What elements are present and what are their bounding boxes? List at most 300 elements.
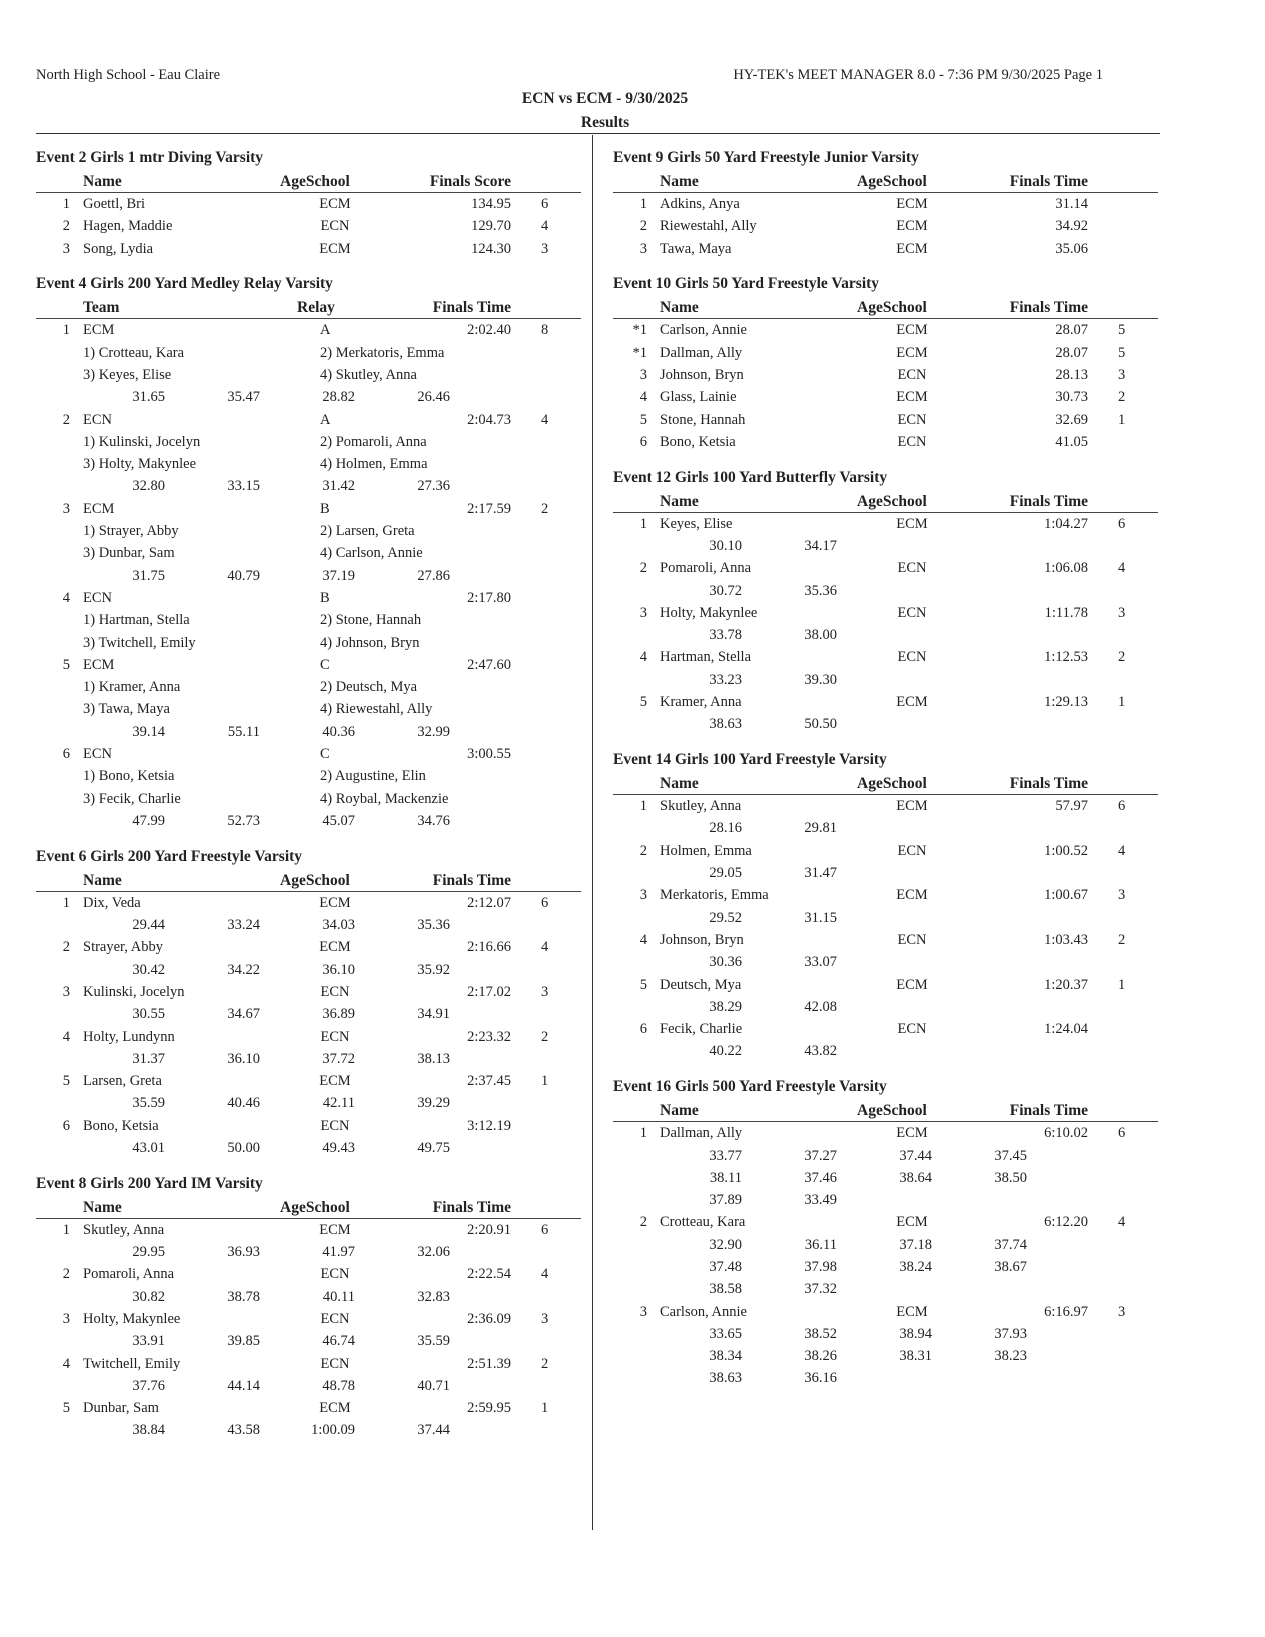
split-time: 38.24 [899, 1258, 932, 1275]
header-finals: Finals Time [1009, 173, 1088, 190]
split-time: 42.08 [804, 998, 837, 1015]
finals-time: 1:12.53 [1044, 649, 1088, 666]
points: 2 [541, 1355, 549, 1372]
swimmer-name: Hartman, Stella [660, 649, 752, 666]
place: 3 [62, 983, 70, 1000]
split-time: 39.85 [227, 1333, 260, 1350]
points: 2 [1118, 389, 1126, 406]
split-time: 29.52 [709, 909, 742, 926]
relay-swimmer: 2) Larsen, Greta [320, 523, 415, 540]
split-time: 38.23 [994, 1348, 1027, 1365]
relay-letter: A [320, 322, 331, 339]
points: 3 [541, 1310, 549, 1327]
event-title: Event 14 Girls 100 Yard Freestyle Varsity [613, 751, 887, 769]
finals-time: 2:17.80 [467, 589, 511, 606]
finals-time: 1:03.43 [1044, 931, 1088, 948]
split-time: 34.03 [322, 917, 355, 934]
school: ECM [896, 887, 928, 904]
swimmer-name: Twitchell, Emily [83, 1355, 181, 1372]
relay-letter: C [320, 746, 330, 763]
split-row [36, 1241, 581, 1263]
result-row [613, 431, 1158, 453]
header-finals: Finals Time [432, 299, 511, 317]
school: ECN [897, 411, 927, 428]
relay-result-row [36, 587, 581, 609]
relay-swimmer: 1) Strayer, Abby [83, 523, 179, 540]
split-time: 52.73 [227, 812, 260, 829]
relay-swimmers-row [36, 453, 581, 475]
place: 2 [62, 411, 70, 428]
finals-time: 28.13 [1055, 366, 1088, 383]
split-time: 30.42 [132, 961, 165, 978]
split-time: 34.91 [417, 1006, 450, 1023]
split-time: 38.13 [417, 1050, 450, 1067]
event-title: Event 10 Girls 50 Yard Freestyle Varsity [613, 275, 880, 293]
split-row [36, 1048, 581, 1070]
split-time: 31.75 [132, 567, 165, 584]
swimmer-name: Goettl, Bri [83, 196, 146, 212]
column-header-row [613, 490, 1158, 513]
split-time: 49.75 [417, 1139, 450, 1156]
school: ECN [320, 1355, 350, 1372]
header-rule [36, 133, 1160, 134]
swimmer-name: Carlson, Annie [660, 322, 747, 339]
column-header-row [36, 1196, 581, 1219]
event-section [36, 272, 581, 832]
event-title: Event 16 Girls 500 Yard Freestyle Varsity [613, 1078, 887, 1096]
finals-time: 2:16.66 [467, 939, 511, 956]
split-time: 40.79 [227, 567, 260, 584]
swimmer-name: Johnson, Bryn [660, 931, 744, 948]
split-time: 38.94 [899, 1325, 932, 1342]
finals-time: 2:17.02 [467, 983, 511, 1000]
school: ECM [319, 240, 351, 257]
split-time: 36.16 [804, 1370, 837, 1387]
swimmer-name: Dix, Veda [83, 894, 141, 911]
finals-time: 2:20.91 [467, 1221, 511, 1238]
school: ECM [896, 976, 928, 993]
split-time: 31.47 [804, 865, 837, 882]
relay-swimmer: 1) Kulinski, Jocelyn [83, 433, 201, 450]
result-row [36, 892, 581, 914]
split-time: 38.63 [709, 1370, 742, 1387]
school: ECN [897, 560, 927, 577]
school: ECM [896, 1214, 928, 1231]
split-time: 37.19 [322, 567, 355, 584]
swimmer-name: Fecik, Charlie [660, 1021, 743, 1038]
split-time: 33.24 [227, 917, 260, 934]
swimmer-name: Skutley, Anna [660, 798, 742, 815]
meet-title: ECN vs ECM - 9/30/2025 [521, 90, 689, 107]
split-time: 33.23 [709, 671, 742, 688]
place: 5 [639, 694, 647, 711]
finals-time: 2:37.45 [467, 1073, 511, 1090]
split-time: 38.29 [709, 998, 742, 1015]
split-time: 35.36 [417, 917, 450, 934]
team-name: ECM [83, 322, 115, 339]
header-school: AgeSchool [857, 775, 927, 793]
points: 4 [1118, 1214, 1126, 1231]
school: ECM [896, 218, 928, 235]
relay-swimmer: 4) Carlson, Annie [320, 545, 423, 562]
relay-swimmers-row [36, 765, 581, 787]
place: 4 [639, 389, 647, 406]
relay-letter: B [320, 589, 330, 606]
finals-time: 35.06 [1055, 240, 1088, 257]
place: 1 [62, 196, 70, 212]
relay-swimmer: 2) Pomaroli, Anna [320, 433, 427, 450]
relay-swimmers-row [36, 676, 581, 698]
split-time: 36.10 [322, 961, 355, 978]
split-time: 38.50 [994, 1169, 1027, 1186]
header-name: Name [660, 173, 699, 190]
relay-swimmer: 1) Kramer, Anna [83, 679, 181, 696]
points: 1 [1118, 694, 1126, 711]
column-header-row [36, 170, 581, 193]
header-school: AgeSchool [280, 173, 350, 190]
place: 3 [62, 500, 70, 517]
split-time: 41.97 [322, 1244, 355, 1261]
relay-letter: C [320, 656, 330, 673]
split-time: 37.74 [994, 1236, 1027, 1253]
split-time: 40.46 [227, 1095, 260, 1112]
place: 5 [62, 1400, 70, 1417]
relay-result-row [36, 409, 581, 431]
school: ECM [896, 798, 928, 815]
result-row [613, 238, 1158, 260]
split-row [613, 817, 1158, 839]
swimmer-name: Song, Lydia [83, 240, 154, 257]
split-time: 37.72 [322, 1050, 355, 1067]
place: 3 [639, 240, 647, 257]
split-time: 45.07 [322, 812, 355, 829]
team-name: ECM [83, 500, 115, 517]
place: 5 [639, 411, 647, 428]
split-time: 30.10 [709, 537, 742, 554]
place: 1 [62, 322, 70, 339]
relay-swimmer: 3) Twitchell, Emily [83, 634, 196, 651]
points: 1 [541, 1073, 549, 1090]
split-time: 1:00.09 [311, 1422, 355, 1439]
finals-time: 28.07 [1055, 322, 1088, 339]
points: 4 [541, 218, 549, 235]
place: 4 [639, 649, 647, 666]
header-school: AgeSchool [280, 871, 350, 889]
points: 4 [541, 411, 549, 428]
relay-swimmers-row [36, 364, 581, 386]
points: 3 [1118, 887, 1126, 904]
split-time: 33.07 [804, 954, 837, 971]
school: ECN [320, 983, 350, 1000]
points: 4 [1118, 842, 1126, 859]
split-time: 49.43 [322, 1139, 355, 1156]
column-header-row [613, 1099, 1158, 1122]
points: 1 [1118, 411, 1126, 428]
result-row [36, 215, 581, 237]
event-section [36, 845, 581, 1160]
team-name: ECN [83, 589, 112, 606]
school: ECM [319, 1400, 351, 1417]
event-title: Event 6 Girls 200 Yard Freestyle Varsity [36, 847, 303, 865]
right-column [613, 146, 1158, 1402]
split-time: 30.36 [709, 954, 742, 971]
results-subtitle: Results [580, 114, 630, 131]
place: 3 [62, 1310, 70, 1327]
split-time: 33.78 [709, 627, 742, 644]
header-name: Name [83, 871, 122, 889]
team-name: ECN [83, 746, 112, 763]
points: 6 [541, 196, 549, 212]
place: 4 [62, 589, 70, 606]
points: 1 [541, 1400, 549, 1417]
column-header-row [613, 296, 1158, 319]
result-row [613, 646, 1158, 668]
split-row [36, 1375, 581, 1397]
swimmer-name: Stone, Hannah [660, 411, 746, 428]
result-row [613, 513, 1158, 535]
event-title: Event 2 Girls 1 mtr Diving Varsity [36, 149, 264, 166]
result-row [613, 364, 1158, 386]
header-school: AgeSchool [857, 173, 927, 190]
finals-time: 28.07 [1055, 344, 1088, 361]
finals-time: 134.95 [471, 196, 511, 212]
split-row [36, 914, 581, 936]
points: 3 [541, 240, 549, 257]
finals-time: 2:51.39 [467, 1355, 511, 1372]
place: 3 [639, 604, 647, 621]
split-row [613, 996, 1158, 1018]
result-row [36, 238, 581, 260]
swimmer-name: Adkins, Anya [660, 196, 740, 212]
result-row [613, 386, 1158, 408]
split-time: 39.14 [132, 723, 165, 740]
points: 5 [1118, 322, 1126, 339]
relay-swimmers-row [36, 542, 581, 564]
school: ECM [896, 515, 928, 532]
finals-time: 1:00.52 [1044, 842, 1088, 859]
points: 3 [1118, 604, 1126, 621]
finals-time: 2:59.95 [467, 1400, 511, 1417]
split-time: 40.71 [417, 1377, 450, 1394]
split-time: 38.52 [804, 1325, 837, 1342]
relay-swimmer: 4) Skutley, Anna [320, 366, 417, 383]
finals-time: 3:12.19 [467, 1117, 511, 1134]
swimmer-name: Kramer, Anna [660, 694, 742, 711]
finals-time: 2:22.54 [467, 1266, 511, 1283]
event-title: Event 8 Girls 200 Yard IM Varsity [36, 1174, 263, 1192]
split-row [36, 386, 581, 408]
finals-time: 1:29.13 [1044, 694, 1088, 711]
result-row [613, 840, 1158, 862]
split-time: 33.65 [709, 1325, 742, 1342]
header-name: Name [83, 173, 122, 190]
place: 1 [639, 196, 647, 212]
points: 2 [1118, 931, 1126, 948]
swimmer-name: Keyes, Elise [660, 515, 733, 532]
result-row [36, 1397, 581, 1419]
relay-result-row [36, 498, 581, 520]
place: 2 [639, 560, 647, 577]
result-row [36, 1115, 581, 1137]
swimmer-name: Merkatoris, Emma [660, 887, 769, 904]
event-section [36, 146, 581, 260]
points: 3 [1118, 1303, 1126, 1320]
split-row [613, 1167, 1158, 1189]
finals-time: 30.73 [1055, 389, 1088, 406]
result-row [613, 884, 1158, 906]
split-time: 37.46 [804, 1169, 837, 1186]
split-time: 35.47 [227, 389, 260, 406]
school: ECM [319, 196, 351, 212]
split-row [613, 580, 1158, 602]
school: ECN [897, 842, 927, 859]
software-info: HY-TEK's MEET MANAGER 8.0 - 7:36 PM 9/30/2025 Page 1 [733, 67, 1103, 83]
points: 5 [1118, 344, 1126, 361]
swimmer-name: Deutsch, Mya [660, 976, 742, 993]
header-finals: Finals Time [432, 871, 511, 889]
swimmer-name: Dallman, Ally [660, 1125, 743, 1142]
relay-letter: B [320, 500, 330, 517]
result-row [613, 1122, 1158, 1144]
event-section [36, 1172, 581, 1442]
points: 4 [541, 1266, 549, 1283]
relay-swimmers-row [36, 788, 581, 810]
split-time: 31.37 [132, 1050, 165, 1067]
result-row [36, 1070, 581, 1092]
split-time: 36.10 [227, 1050, 260, 1067]
split-time: 32.80 [132, 478, 165, 495]
place: 5 [62, 1073, 70, 1090]
split-time: 32.99 [417, 723, 450, 740]
split-row [613, 1323, 1158, 1345]
split-time: 43.82 [804, 1043, 837, 1060]
relay-swimmers-row [36, 431, 581, 453]
finals-time: 6:12.20 [1044, 1214, 1088, 1231]
split-time: 32.06 [417, 1244, 450, 1261]
finals-time: 2:23.32 [467, 1028, 511, 1045]
event-section [613, 466, 1158, 736]
event-section [613, 146, 1158, 260]
points: 8 [541, 322, 549, 339]
split-time: 38.26 [804, 1348, 837, 1365]
swimmer-name: Pomaroli, Anna [660, 560, 752, 577]
finals-time: 1:04.27 [1044, 515, 1088, 532]
swimmer-name: Dunbar, Sam [83, 1400, 159, 1417]
school: ECN [320, 1028, 350, 1045]
place: 4 [62, 1355, 70, 1372]
split-time: 29.81 [804, 820, 837, 837]
result-row [613, 342, 1158, 364]
result-row [36, 193, 581, 215]
split-time: 38.58 [709, 1281, 742, 1298]
header-name: Name [83, 1198, 122, 1216]
event-title: Event 12 Girls 100 Yard Butterfly Varsity [613, 468, 888, 486]
header-relay: Relay [297, 299, 335, 317]
event-title: Event 4 Girls 200 Yard Medley Relay Varsity [36, 275, 333, 293]
result-row [36, 936, 581, 958]
split-time: 30.72 [709, 582, 742, 599]
split-time: 36.93 [227, 1244, 260, 1261]
relay-swimmer: 2) Deutsch, Mya [320, 679, 418, 696]
split-row [36, 475, 581, 497]
school: ECM [896, 344, 928, 361]
swimmer-name: Crotteau, Kara [660, 1214, 746, 1231]
header-name: Team [83, 299, 120, 317]
column-header-row [613, 170, 1158, 193]
split-time: 32.83 [417, 1288, 450, 1305]
split-row [36, 1092, 581, 1114]
finals-time: 2:47.60 [467, 656, 511, 673]
points: 6 [1118, 515, 1126, 532]
school: ECM [319, 1073, 351, 1090]
column-header-row [36, 296, 581, 319]
split-time: 37.44 [899, 1147, 932, 1164]
school: ECM [896, 196, 928, 212]
points: 4 [541, 939, 549, 956]
relay-swimmer: 1) Hartman, Stella [83, 612, 190, 629]
split-time: 30.82 [132, 1288, 165, 1305]
header-school: AgeSchool [857, 299, 927, 317]
split-time: 37.32 [804, 1281, 837, 1298]
place: 6 [62, 1117, 70, 1134]
split-time: 35.59 [132, 1095, 165, 1112]
school: ECM [319, 1221, 351, 1238]
split-time: 48.78 [322, 1377, 355, 1394]
swimmer-name: Dallman, Ally [660, 344, 743, 361]
result-row [613, 1211, 1158, 1233]
column-divider [592, 135, 593, 1530]
team-name: ECM [83, 656, 115, 673]
school: ECM [896, 240, 928, 257]
finals-time: 129.70 [471, 218, 511, 235]
relay-swimmer: 3) Dunbar, Sam [83, 545, 175, 562]
event-section [613, 1075, 1158, 1390]
split-time: 38.00 [804, 627, 837, 644]
swimmer-name: Riewestahl, Ally [660, 218, 757, 235]
relay-result-row [36, 743, 581, 765]
swimmer-name: Carlson, Annie [660, 1303, 747, 1320]
split-row [613, 1345, 1158, 1367]
relay-swimmer: 1) Bono, Ketsia [83, 768, 175, 785]
swimmer-name: Skutley, Anna [83, 1221, 165, 1238]
points: 1 [1118, 976, 1126, 993]
result-row [36, 1308, 581, 1330]
place: 2 [639, 1214, 647, 1231]
school: ECM [896, 389, 928, 406]
header-finals: Finals Time [432, 1198, 511, 1216]
result-row [613, 1018, 1158, 1040]
school: ECN [320, 1266, 350, 1283]
column-header-row [36, 869, 581, 892]
split-time: 36.89 [322, 1006, 355, 1023]
split-time: 38.84 [132, 1422, 165, 1439]
split-time: 37.18 [899, 1236, 932, 1253]
place: 2 [639, 218, 647, 235]
place: 5 [639, 976, 647, 993]
place: 2 [639, 842, 647, 859]
place: 5 [62, 656, 70, 673]
split-time: 33.49 [804, 1192, 837, 1209]
split-time: 33.77 [709, 1147, 742, 1164]
points: 6 [541, 894, 549, 911]
split-row [613, 907, 1158, 929]
points: 6 [1118, 798, 1126, 815]
result-row [36, 1353, 581, 1375]
split-time: 31.65 [132, 389, 165, 406]
split-time: 38.64 [899, 1169, 932, 1186]
place: 2 [62, 1266, 70, 1283]
split-time: 47.99 [132, 812, 165, 829]
